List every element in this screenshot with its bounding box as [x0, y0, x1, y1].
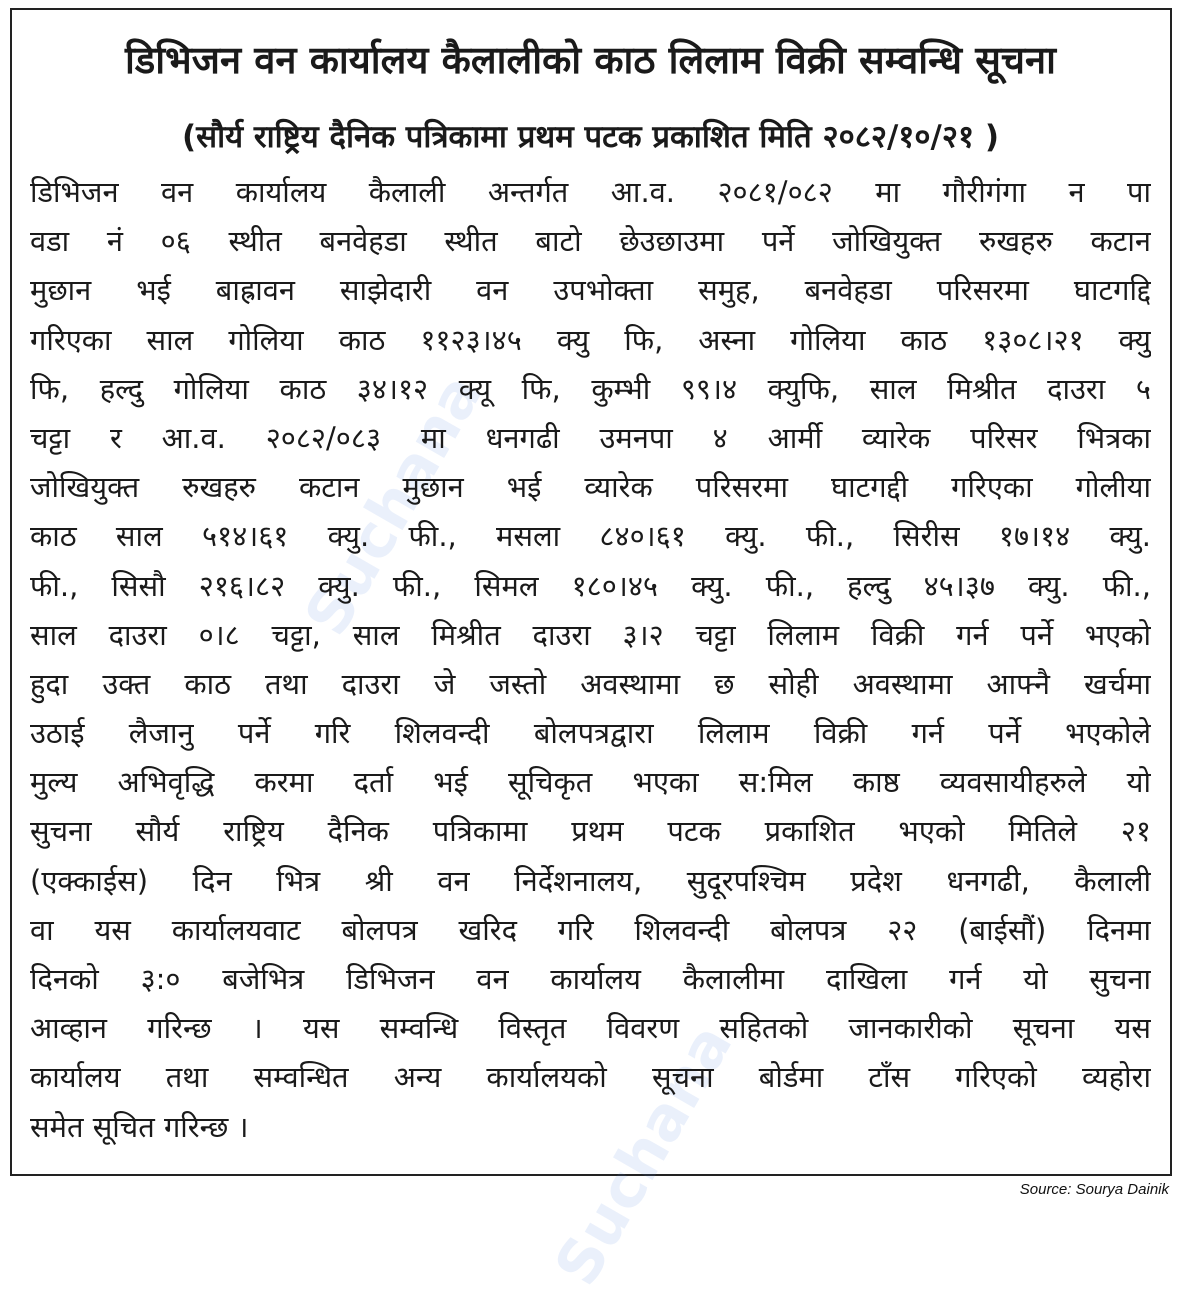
- body-line: हुदा उक्त काठ तथा दाउरा जे जस्तो अवस्थामा छ सोही अवस्थामा आफ्नै खर्चमा: [30, 666, 1151, 701]
- notice-subtitle: (सौर्य राष्ट्रिय दैनिक पत्रिकामा प्रथम पटक प्रकाशित मिति २०८२/१०/२१ ): [181, 119, 1000, 155]
- body-line: काठ साल ५१४।६१ क्यु. फी., मसला ८४०।६१ क्यु. फी., सिरीस १७।१४ क्यु.: [30, 519, 1151, 554]
- body-line: वडा नं ०६ स्थीत बनवेहडा स्थीत बाटो छेउछाउमा पर्ने जोखियुक्त रुखहरु कटान: [30, 224, 1151, 259]
- body-line: चट्टा र आ.व. २०८२/०८३ मा धनगढी उमनपा ४ आर्मी व्यारेक परिसर भित्रका: [30, 420, 1151, 455]
- body-line: दिनको ३:० बजेभित्र डिभिजन वन कार्यालय कैलालीमा दाखिला गर्न यो सुचना: [30, 962, 1151, 996]
- source-credit: Source: Sourya Dainik: [1019, 1181, 1169, 1198]
- body-line: उठाई लैजानु पर्ने गरि शिलवन्दी बोलपत्रद्वारा लिलाम विक्री गर्न पर्ने भएकोले: [30, 716, 1151, 751]
- watermark: Suchana: [541, 1012, 747, 1297]
- body-line: समेत सूचित गरिन्छ ।: [30, 1109, 249, 1144]
- body-line: फि, हल्दु गोलिया काठ ३४।१२ क्यू फि, कुम्भी ९९।४ क्युफि, साल मिश्रीत दाउरा ५: [30, 371, 1151, 406]
- body-line: वा यस कार्यालयवाट बोलपत्र खरिद गरि शिलवन्दी बोलपत्र २२ (बाईसौं) दिनमा: [30, 912, 1151, 947]
- body-line: मुछान भई बाह्रावन साझेदारी वन उपभोक्ता समुह, बनवेहडा परिसरमा घाटगद्दि: [30, 273, 1151, 308]
- body-line: फी., सिसौ २१६।८२ क्यु. फी., सिमल १८०।४५ क्यु. फी., हल्दु ४५।३७ क्यु. फी.,: [30, 568, 1151, 603]
- body-line: डिभिजन वन कार्यालय कैलाली अन्तर्गत आ.व. २०८१/०८२ मा गौरीगंगा न पा: [30, 175, 1151, 209]
- body-line: सुचना सौर्य राष्ट्रिय दैनिक पत्रिकामा प्रथम पटक प्रकाशित भएको मितिले २१: [30, 814, 1151, 849]
- body-line: साल दाउरा ०।८ चट्टा, साल मिश्रीत दाउरा ३।२ चट्टा लिलाम विक्री गर्न पर्ने भएको: [30, 617, 1151, 652]
- body-line: जोखियुक्त रुखहरु कटान मुछान भई व्यारेक परिसरमा घाटगद्दी गरिएका गोलीया: [30, 470, 1151, 505]
- body-line: मुल्य अभिवृद्धि करमा दर्ता भई सूचिकृत भएका स:मिल काष्ठ व्यवसायीहरुले यो: [30, 765, 1151, 800]
- watermark: Suchana: [291, 362, 497, 648]
- body-line: कार्यालय तथा सम्वन्धित अन्य कार्यालयको सूचना बोर्डमा टाँस गरिएको व्यहोरा: [30, 1060, 1151, 1095]
- body-line: गरिएका साल गोलिया काठ ११२३।४५ क्यु फि, अस्ना गोलिया काठ १३०८।२१ क्यु: [30, 322, 1151, 357]
- body-line: आव्हान गरिन्छ । यस सम्वन्धि विस्तृत विवरण सहितको जानकारीको सूचना यस: [30, 1011, 1151, 1046]
- notice-title: डिभिजन वन कार्यालय कैलालीको काठ लिलाम विक्री सम्वन्धि सूचना: [125, 38, 1056, 82]
- body-line: (एक्काईस) दिन भित्र श्री वन निर्देशनालय, सुदूरपश्चिम प्रदेश धनगढी, कैलाली: [30, 863, 1151, 898]
- notice-body: [30, 168, 1151, 1152]
